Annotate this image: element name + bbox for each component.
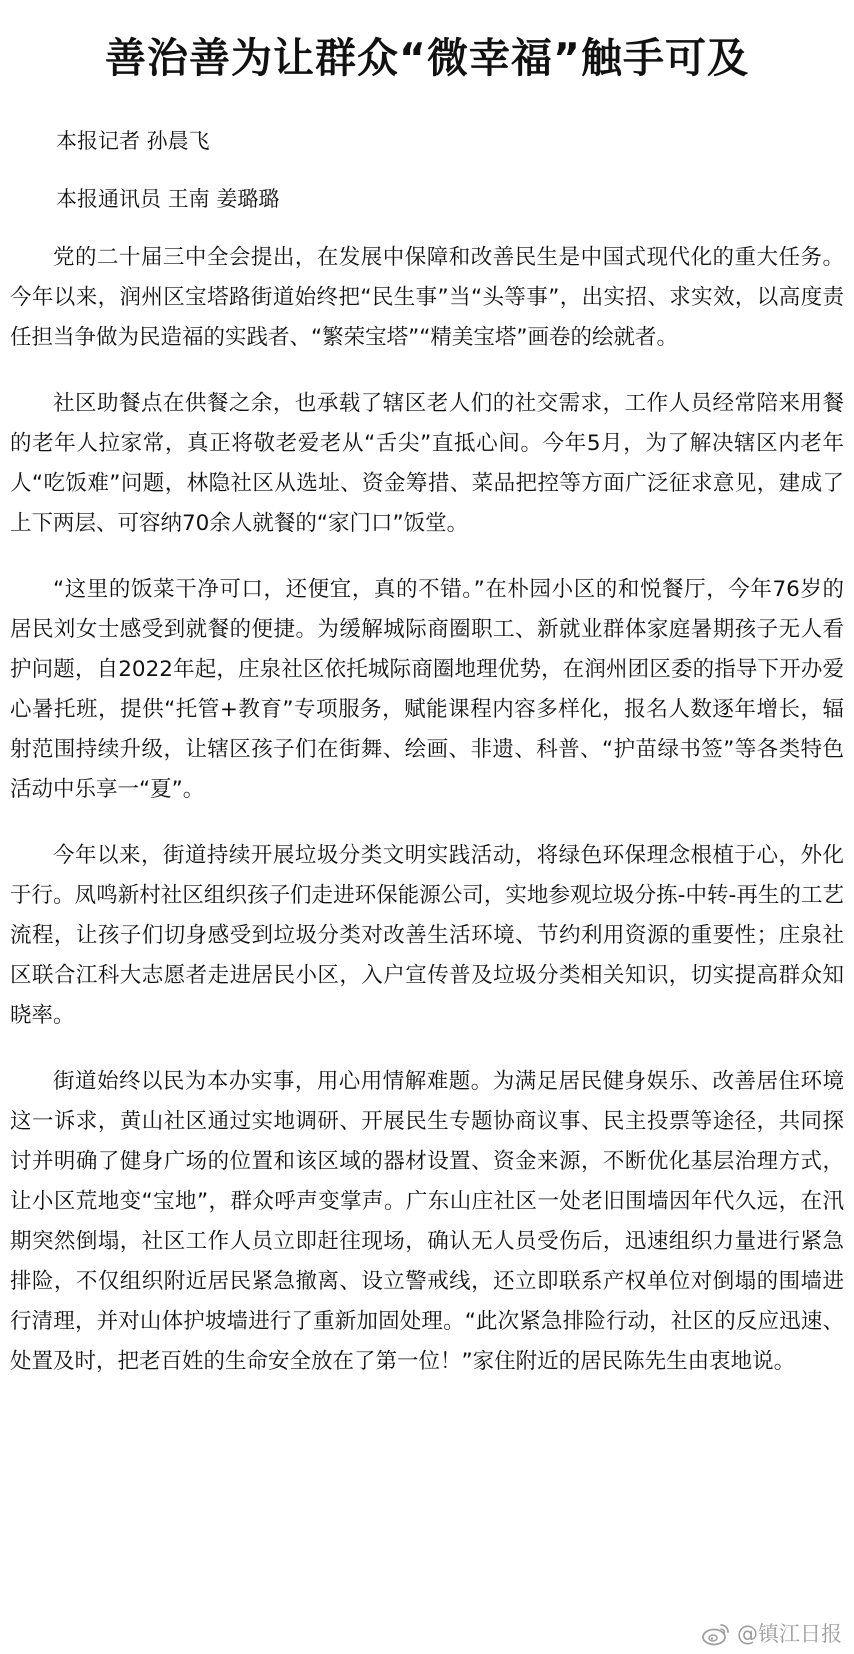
paragraph: “这里的饭菜干净可口，还便宜，真的不错。”在朴园小区的和悦餐厅，今年76岁的居民刘女士感受到就餐的便捷。为缓解城际商圈职工、新就业群体家庭暑期孩子无人看护问题，自2022年起，庄泉社区依托城际商圈地理优势，在润州团区委的指导下开办爱心暑托班，提供“托管+教育”专项服务，赋能课程内容多样化，报名人数逐年增长，辐射范围持续升级，让辖区孩子们在街舞、绘画、非遗、科普、“护苗绿书签”等各类特色活动中乐享一“夏”。: [10, 577, 844, 802]
correspondent-byline: 本报通讯员 王南 姜璐璐: [56, 187, 280, 211]
reporter-byline: 本报记者 孙晨飞: [56, 129, 210, 153]
watermark-text: @镇江日报: [737, 1622, 842, 1646]
article-title: 善治善为让群众“微幸福”触手可及: [105, 34, 749, 82]
source-watermark: [701, 1620, 842, 1648]
paragraph: 街道始终以民为本办实事，用心用情解难题。为满足居民健身娱乐、改善居住环境这一诉求，黄山社区通过实地调研、开展民生专题协商议事、民主投票等途径，共同探讨并明确了健身广场的位置和该区域的器材设置、资金来源，不断优化基层治理方式，让小区荒地变“宝地”，群众呼声变掌声。广东山庄社区一处老旧围墙因年代久远，在汛期突然倒塌，社区工作人员立即赶往现场，确认无人员受伤后，迅速组织力量进行紧急排险，不仅组织附近居民紧急撤离、设立警戒线，还立即联系产权单位对倒塌的围墙进行清理，并对山体护坡墙进行了重新加固处理。“此次紧急排险行动，社区的反应迅速、处置及时，把老百姓的生命安全放在了第一位！”家住附近的居民陈先生由衷地说。: [10, 1069, 844, 1374]
article-body: [10, 238, 844, 1408]
paragraph: 社区助餐点在供餐之余，也承载了辖区老人们的社交需求，工作人员经常陪来用餐的老年人拉家常，真正将敬老爱老从“舌尖”直抵心间。今年5月，为了解决辖区内老年人“吃饭难”问题，林隐社区从选址、资金筹措、菜品把控等方面广泛征求意见，建成了上下两层、可容纳70余人就餐的“家门口”饭堂。: [10, 391, 844, 536]
weibo-icon: [701, 1622, 731, 1646]
paragraph: 今年以来，街道持续开展垃圾分类文明实践活动，将绿色环保理念根植于心，外化于行。凤鸣新村社区组织孩子们走进环保能源公司，实地参观垃圾分拣-中转-再生的工艺流程，让孩子们切身感受到垃圾分类对改善生活环境、节约利用资源的重要性；庄泉社区联合江科大志愿者走进居民小区，入户宣传普及垃圾分类相关知识，切实提高群众知晓率。: [10, 843, 844, 1028]
paragraph: 党的二十届三中全会提出，在发展中保障和改善民生是中国式现代化的重大任务。今年以来，润州区宝塔路街道始终把“民生事”当“头等事”，出实招、求实效，以高度责任担当争做为民造福的实践者、“繁荣宝塔”“精美宝塔”画卷的绘就者。: [10, 245, 844, 350]
